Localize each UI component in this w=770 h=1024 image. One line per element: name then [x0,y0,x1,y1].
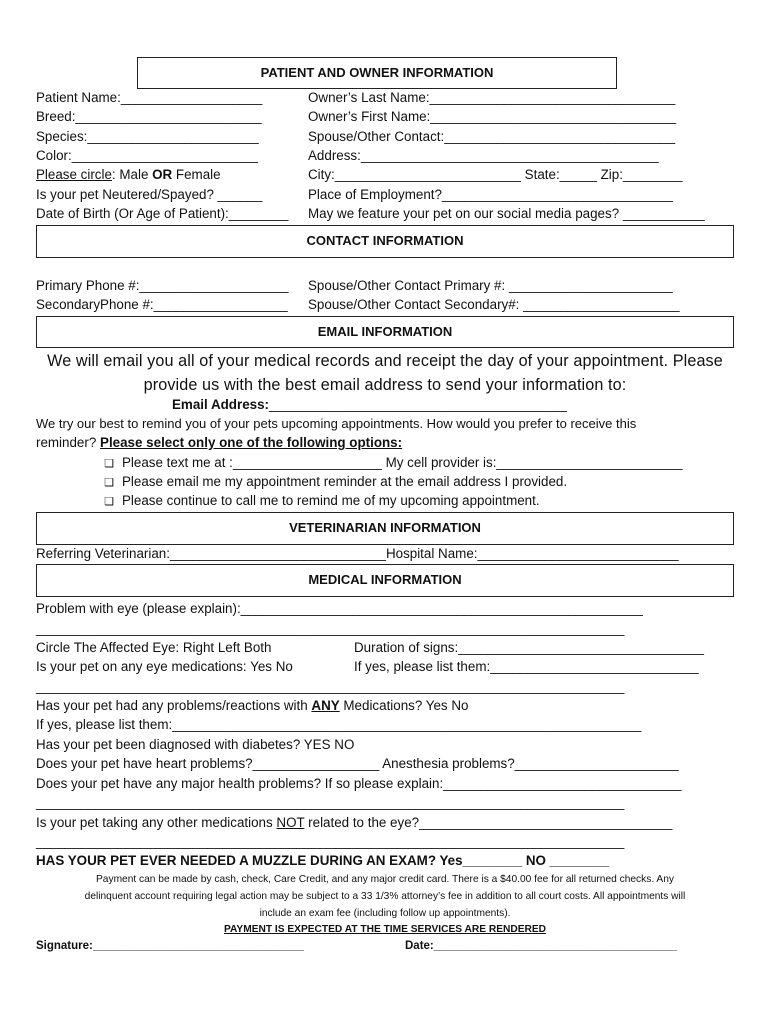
eye-problem-field[interactable]: Problem with eye (please explain):______________________________________________________ [36,601,643,616]
other-meds-field[interactable]: Is your pet taking any other medications NOT related to the eye?__________________________________ [36,815,673,830]
email-intro-line1: We will email you all of your medical records and receipt the day of your appointment. Please [47,352,723,370]
owner-last-name-field[interactable]: Owner’s Last Name:_________________________________ [308,90,676,105]
email-intro-line2: provide us with the best email address to send your information to: [143,376,627,394]
email-address-field[interactable] [172,397,567,413]
dob-field[interactable]: Date of Birth (Or Age of Patient):________ [36,206,289,221]
checkbox-icon[interactable]: ❏ [104,477,114,489]
other-meds-blank-line[interactable]: _______________________________________________________________________________ [36,834,625,849]
referring-vet-field[interactable]: Referring Veterinarian:_____________________________Hospital Name:___________________________ [36,546,679,561]
select-one-instruction: Please select only one of the following options: [100,435,403,450]
major-health-blank-line[interactable]: _______________________________________________________________________________ [36,795,625,810]
eye-meds-blank-line[interactable]: _______________________________________________________________________________ [36,679,625,694]
eye-meds-field[interactable]: Is your pet on any eye medications: Yes No [36,659,293,674]
vet-header: VETERINARIAN INFORMATION [36,512,734,545]
color-field[interactable]: Color:_________________________ [36,148,258,163]
payment-expected-notice: PAYMENT IS EXPECTED AT THE TIME SERVICES ARE RENDERED [223,924,547,935]
any-emphasis: ANY [311,698,340,713]
checkbox-icon[interactable]: ❏ [104,496,114,508]
not-emphasis: NOT [276,815,305,830]
sex-circle-field[interactable] [36,167,221,183]
medical-header: MEDICAL INFORMATION [36,564,734,597]
reactions-list-field[interactable]: If yes, please list them:_______________________________________________________________ [36,717,642,732]
spouse-primary-field[interactable]: Spouse/Other Contact Primary #: ______________________ [308,278,673,293]
email-header: EMAIL INFORMATION [36,316,734,348]
muzzle-question[interactable]: HAS YOUR PET EVER NEEDED A MUZZLE DURING AN EXAM? Yes________ NO ________ [36,853,610,868]
or-label: OR [152,167,173,182]
signature-field[interactable]: Signature:_________________________________ [36,940,304,952]
secondary-phone-field[interactable]: SecondaryPhone #:__________________ [36,297,288,312]
primary-phone-field[interactable]: Primary Phone #:____________________ [36,278,289,293]
email-address-label: Email Address: [172,397,269,412]
neutered-field[interactable]: Is your pet Neutered/Spayed? ______ [36,187,263,202]
heart-anesthesia-field[interactable]: Does your pet have heart problems?_________________ Anesthesia problems?______________________ [36,756,679,771]
male-option: : Male [111,167,153,182]
eye-meds-list-field[interactable]: If yes, please list them:____________________________ [354,659,699,674]
payment-terms-line2: delinquent account requiring legal action may be subject to a 33 1/3% attorney’s fee in addition to all court costs. All appointments will [84,891,686,902]
reactions-field[interactable]: Has your pet had any problems/reactions with ANY Medications? Yes No [36,698,469,713]
social-media-field[interactable]: May we feature your pet on our social media pages? ___________ [308,206,705,221]
owner-first-name-field[interactable]: Owner’s First Name:_________________________________ [308,109,677,124]
diabetes-field[interactable]: Has your pet been diagnosed with diabetes? YES NO [36,737,355,752]
city-state-zip-field[interactable]: City:_________________________ State:_____ Zip:________ [308,167,683,182]
female-option: Female [172,167,221,182]
major-health-field[interactable]: Does your pet have any major health problems? If so please explain:________________________________ [36,776,682,791]
checkbox-icon[interactable]: ❏ [104,458,114,470]
species-field[interactable]: Species:_______________________ [36,129,259,144]
payment-terms-line3: include an exam fee (including follow up appointments). [259,908,511,919]
reminder-text-line2: reminder? Please select only one of the following options: [36,435,403,450]
option-call-me[interactable]: ❏ Please continue to call me to remind me of my upcoming appointment. [104,493,540,508]
spouse-secondary-field[interactable]: Spouse/Other Contact Secondary#: _____________________ [308,297,680,312]
spouse-contact-field[interactable]: Spouse/Other Contact:_______________________________ [308,129,676,144]
contact-header: CONTACT INFORMATION [36,225,734,258]
please-circle-label: Please circle [36,167,112,182]
address-field[interactable]: Address:________________________________________ [308,148,659,163]
eye-problem-blank-line[interactable]: _______________________________________________________________________________ [36,621,625,636]
date-field[interactable]: Date:______________________________________ [405,940,677,952]
breed-field[interactable]: Breed:_________________________ [36,109,262,124]
option-text-me[interactable]: ❏ Please text me at :____________________ My cell provider is:_________________________ [104,455,683,470]
option-email-me[interactable]: ❏ Please email me my appointment reminder at the email address I provided. [104,474,568,489]
affected-eye-field[interactable]: Circle The Affected Eye: Right Left Both [36,640,272,655]
reminder-text-line1: We try our best to remind you of your pets upcoming appointments. How would you prefer to receive this [36,416,637,431]
email-address-line: ________________________________________ [269,397,567,412]
employment-field[interactable]: Place of Employment?_______________________________ [308,187,673,202]
duration-field[interactable]: Duration of signs:_________________________________ [354,640,704,655]
patient-name-field[interactable]: Patient Name:___________________ [36,90,263,105]
payment-terms-line1: Payment can be made by cash, check, Care Credit, and any major credit card. There is a $40.00 fee for all returned checks. Any [96,874,674,885]
patient-owner-header: PATIENT AND OWNER INFORMATION [137,57,617,89]
